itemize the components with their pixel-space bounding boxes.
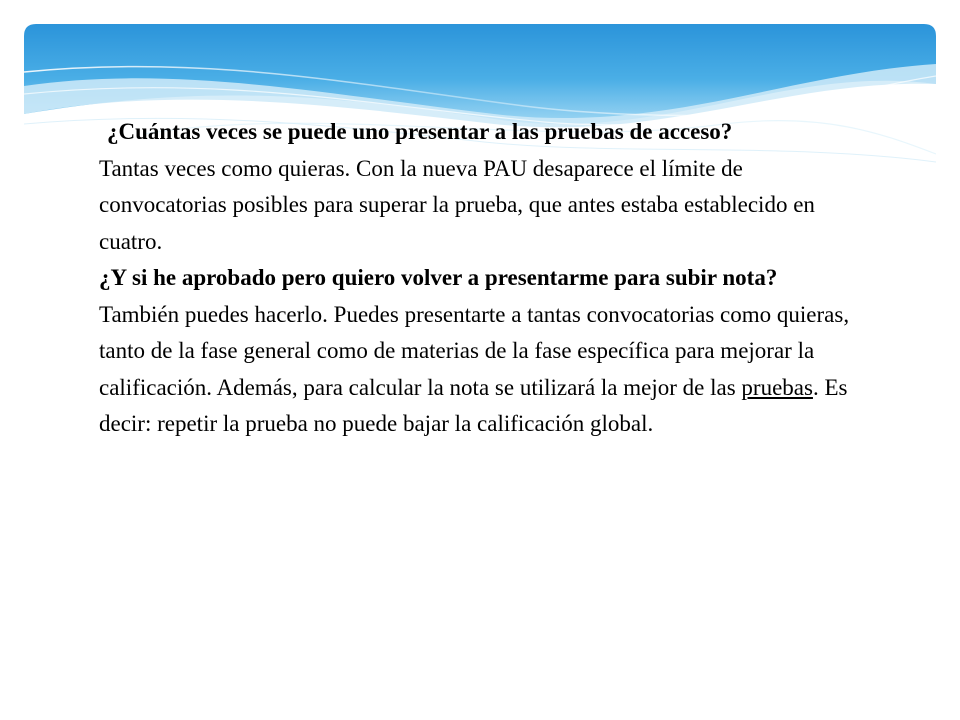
answer-1: Tantas veces como quieras. Con la nueva PAU desaparece el límite de convocatorias posibles para superar la prueba, que antes estaba establecido en cuatro. <box>99 155 815 254</box>
question-1: ¿Cuántas veces se puede uno presentar a las pruebas de acceso? <box>107 119 733 144</box>
answer-2-text-end: . Es decir: repetir la prueba no puede bajar la calificación global. <box>99 374 848 436</box>
pruebas-link[interactable]: pruebas <box>741 374 813 400</box>
qa-text-block <box>99 114 859 443</box>
question-2: ¿Y si he aprobado pero quiero volver a presentarme para subir nota? <box>99 265 778 290</box>
answer-2 <box>99 297 859 443</box>
band-shape <box>24 24 936 124</box>
answer-2-text-start: También puedes hacerlo. Puedes presentarte a tantas convocatorias como quieras, tanto de la fase general como de materias de la fase específica para mejorar la calificación. Además, para calcular la nota se utilizará la mejor de las <box>99 301 850 400</box>
